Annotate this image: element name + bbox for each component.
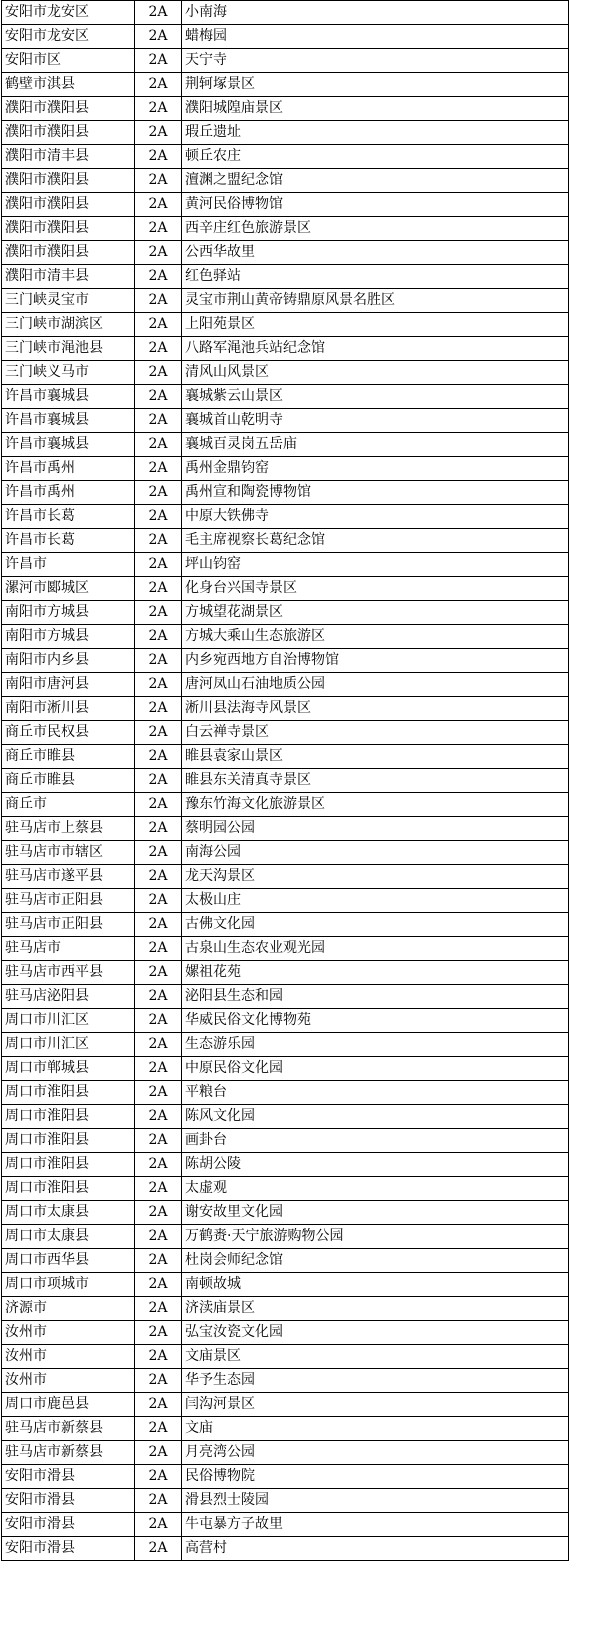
scenic-name-cell: 高营村 [182, 1537, 569, 1561]
scenic-name-cell: 滑县烈士陵园 [182, 1489, 569, 1513]
grade-cell: 2A [135, 1201, 182, 1225]
grade-cell: 2A [135, 529, 182, 553]
scenic-name-cell: 画卦台 [182, 1129, 569, 1153]
scenic-name-cell: 澶渊之盟纪念馆 [182, 169, 569, 193]
grade-cell: 2A [135, 697, 182, 721]
region-cell: 驻马店泌阳县 [2, 985, 135, 1009]
region-cell: 漯河市郾城区 [2, 577, 135, 601]
table-row [2, 73, 569, 97]
table-row [2, 1009, 569, 1033]
grade-cell: 2A [135, 337, 182, 361]
table-body [2, 1, 569, 1561]
table-row [2, 265, 569, 289]
table-row [2, 985, 569, 1009]
region-cell: 许昌市襄城县 [2, 433, 135, 457]
table-row [2, 697, 569, 721]
region-cell: 周口市郸城县 [2, 1057, 135, 1081]
table-row [2, 889, 569, 913]
region-cell: 许昌市禹州 [2, 457, 135, 481]
region-cell: 济源市 [2, 1297, 135, 1321]
table-row [2, 577, 569, 601]
grade-cell: 2A [135, 793, 182, 817]
table-row [2, 1129, 569, 1153]
grade-cell: 2A [135, 73, 182, 97]
grade-cell: 2A [135, 913, 182, 937]
region-cell: 驻马店市正阳县 [2, 913, 135, 937]
table-row [2, 1033, 569, 1057]
table-row [2, 745, 569, 769]
table-row [2, 385, 569, 409]
table-row [2, 601, 569, 625]
grade-cell: 2A [135, 313, 182, 337]
region-cell: 周口市太康县 [2, 1201, 135, 1225]
scenic-name-cell: 八路军渑池兵站纪念馆 [182, 337, 569, 361]
region-cell: 南阳市方城县 [2, 601, 135, 625]
table-row [2, 217, 569, 241]
scenic-name-cell: 方城望花湖景区 [182, 601, 569, 625]
region-cell: 许昌市禹州 [2, 481, 135, 505]
region-cell: 汝州市 [2, 1321, 135, 1345]
table-row [2, 937, 569, 961]
region-cell: 安阳市滑县 [2, 1489, 135, 1513]
table-row [2, 1, 569, 25]
region-cell: 周口市太康县 [2, 1225, 135, 1249]
scenic-name-cell: 豫东竹海文化旅游景区 [182, 793, 569, 817]
scenic-name-cell: 红色驿站 [182, 265, 569, 289]
grade-cell: 2A [135, 217, 182, 241]
table-row [2, 145, 569, 169]
grade-cell: 2A [135, 1345, 182, 1369]
table-row [2, 433, 569, 457]
region-cell: 汝州市 [2, 1369, 135, 1393]
scenic-name-cell: 禹州金鼎钧窑 [182, 457, 569, 481]
table-row [2, 97, 569, 121]
region-cell: 许昌市襄城县 [2, 385, 135, 409]
scenic-name-cell: 内乡宛西地方自治博物馆 [182, 649, 569, 673]
table-row [2, 769, 569, 793]
table-row [2, 529, 569, 553]
table-row [2, 913, 569, 937]
table-row [2, 409, 569, 433]
grade-cell: 2A [135, 1249, 182, 1273]
table-row [2, 505, 569, 529]
grade-cell: 2A [135, 49, 182, 73]
region-cell: 许昌市长葛 [2, 529, 135, 553]
scenic-name-cell: 坪山钧窑 [182, 553, 569, 577]
scenic-name-cell: 太极山庄 [182, 889, 569, 913]
table-row [2, 241, 569, 265]
region-cell: 周口市项城市 [2, 1273, 135, 1297]
scenic-name-cell: 瑕丘遗址 [182, 121, 569, 145]
grade-cell: 2A [135, 1081, 182, 1105]
grade-cell: 2A [135, 1441, 182, 1465]
scenic-name-cell: 泌阳县生态和园 [182, 985, 569, 1009]
grade-cell: 2A [135, 505, 182, 529]
scenic-name-cell: 睢县东关清真寺景区 [182, 769, 569, 793]
region-cell: 许昌市 [2, 553, 135, 577]
region-cell: 濮阳市濮阳县 [2, 97, 135, 121]
region-cell: 南阳市淅川县 [2, 697, 135, 721]
scenic-name-cell: 弘宝汝瓷文化园 [182, 1321, 569, 1345]
table-row [2, 25, 569, 49]
scenic-name-cell: 龙天沟景区 [182, 865, 569, 889]
table-row [2, 1465, 569, 1489]
grade-cell: 2A [135, 769, 182, 793]
region-cell: 周口市川汇区 [2, 1009, 135, 1033]
scenic-name-cell: 万鹤赉·天宁旅游购物公园 [182, 1225, 569, 1249]
table-row [2, 649, 569, 673]
table-row [2, 865, 569, 889]
grade-cell: 2A [135, 1177, 182, 1201]
scenic-spot-table [1, 0, 569, 1561]
table-row [2, 1081, 569, 1105]
scenic-name-cell: 小南海 [182, 1, 569, 25]
grade-cell: 2A [135, 97, 182, 121]
grade-cell: 2A [135, 1393, 182, 1417]
grade-cell: 2A [135, 145, 182, 169]
grade-cell: 2A [135, 1033, 182, 1057]
table-row [2, 337, 569, 361]
region-cell: 周口市淮阳县 [2, 1129, 135, 1153]
region-cell: 安阳市龙安区 [2, 1, 135, 25]
scenic-name-cell: 济渎庙景区 [182, 1297, 569, 1321]
region-cell: 驻马店市新蔡县 [2, 1417, 135, 1441]
grade-cell: 2A [135, 553, 182, 577]
table-row [2, 1249, 569, 1273]
grade-cell: 2A [135, 1273, 182, 1297]
region-cell: 濮阳市濮阳县 [2, 121, 135, 145]
grade-cell: 2A [135, 121, 182, 145]
grade-cell: 2A [135, 1321, 182, 1345]
scenic-name-cell: 生态游乐园 [182, 1033, 569, 1057]
table-row [2, 481, 569, 505]
scenic-name-cell: 民俗博物院 [182, 1465, 569, 1489]
table-row [2, 1489, 569, 1513]
grade-cell: 2A [135, 457, 182, 481]
scenic-name-cell: 杜岗会师纪念馆 [182, 1249, 569, 1273]
table-row [2, 1321, 569, 1345]
table-row [2, 1177, 569, 1201]
scenic-name-cell: 文庙景区 [182, 1345, 569, 1369]
region-cell: 汝州市 [2, 1345, 135, 1369]
region-cell: 驻马店市西平县 [2, 961, 135, 985]
table-row [2, 1369, 569, 1393]
scenic-name-cell: 睢县袁家山景区 [182, 745, 569, 769]
region-cell: 安阳市滑县 [2, 1537, 135, 1561]
scenic-name-cell: 毛主席视察长葛纪念馆 [182, 529, 569, 553]
grade-cell: 2A [135, 841, 182, 865]
region-cell: 濮阳市清丰县 [2, 145, 135, 169]
grade-cell: 2A [135, 385, 182, 409]
region-cell: 周口市鹿邑县 [2, 1393, 135, 1417]
region-cell: 商丘市民权县 [2, 721, 135, 745]
grade-cell: 2A [135, 1153, 182, 1177]
region-cell: 安阳市滑县 [2, 1465, 135, 1489]
grade-cell: 2A [135, 937, 182, 961]
grade-cell: 2A [135, 1009, 182, 1033]
region-cell: 周口市西华县 [2, 1249, 135, 1273]
grade-cell: 2A [135, 193, 182, 217]
grade-cell: 2A [135, 745, 182, 769]
scenic-name-cell: 嫘祖花苑 [182, 961, 569, 985]
scenic-name-cell: 陈风文化园 [182, 1105, 569, 1129]
region-cell: 濮阳市濮阳县 [2, 193, 135, 217]
table-row [2, 1153, 569, 1177]
table-row [2, 1417, 569, 1441]
region-cell: 三门峡灵宝市 [2, 289, 135, 313]
region-cell: 三门峡义马市 [2, 361, 135, 385]
region-cell: 濮阳市清丰县 [2, 265, 135, 289]
scenic-name-cell: 陈胡公陵 [182, 1153, 569, 1177]
grade-cell: 2A [135, 649, 182, 673]
region-cell: 濮阳市濮阳县 [2, 217, 135, 241]
grade-cell: 2A [135, 1129, 182, 1153]
region-cell: 三门峡市渑池县 [2, 337, 135, 361]
region-cell: 鹤壁市淇县 [2, 73, 135, 97]
table-row [2, 793, 569, 817]
table-row [2, 817, 569, 841]
scenic-name-cell: 文庙 [182, 1417, 569, 1441]
grade-cell: 2A [135, 265, 182, 289]
scenic-name-cell: 古泉山生态农业观光园 [182, 937, 569, 961]
grade-cell: 2A [135, 1057, 182, 1081]
grade-cell: 2A [135, 673, 182, 697]
table-row [2, 1201, 569, 1225]
table-row [2, 1441, 569, 1465]
region-cell: 濮阳市濮阳县 [2, 169, 135, 193]
table-row [2, 313, 569, 337]
scenic-name-cell: 唐河凤山石油地质公园 [182, 673, 569, 697]
grade-cell: 2A [135, 361, 182, 385]
scenic-name-cell: 禹州宣和陶瓷博物馆 [182, 481, 569, 505]
table-row [2, 1057, 569, 1081]
region-cell: 周口市淮阳县 [2, 1153, 135, 1177]
scenic-name-cell: 襄城百灵岗五岳庙 [182, 433, 569, 457]
region-cell: 驻马店市上蔡县 [2, 817, 135, 841]
scenic-name-cell: 牛屯暴方子故里 [182, 1513, 569, 1537]
scenic-name-cell: 华予生态园 [182, 1369, 569, 1393]
region-cell: 濮阳市濮阳县 [2, 241, 135, 265]
scenic-name-cell: 古佛文化园 [182, 913, 569, 937]
region-cell: 南阳市内乡县 [2, 649, 135, 673]
scenic-name-cell: 方城大乘山生态旅游区 [182, 625, 569, 649]
scenic-name-cell: 黄河民俗博物馆 [182, 193, 569, 217]
scenic-name-cell: 平粮台 [182, 1081, 569, 1105]
grade-cell: 2A [135, 481, 182, 505]
region-cell: 商丘市 [2, 793, 135, 817]
grade-cell: 2A [135, 433, 182, 457]
grade-cell: 2A [135, 577, 182, 601]
table-row [2, 1105, 569, 1129]
table-row [2, 673, 569, 697]
region-cell: 安阳市区 [2, 49, 135, 73]
grade-cell: 2A [135, 817, 182, 841]
grade-cell: 2A [135, 721, 182, 745]
grade-cell: 2A [135, 1465, 182, 1489]
table-row [2, 625, 569, 649]
grade-cell: 2A [135, 1, 182, 25]
region-cell: 安阳市龙安区 [2, 25, 135, 49]
table-row [2, 721, 569, 745]
region-cell: 三门峡市湖滨区 [2, 313, 135, 337]
region-cell: 安阳市滑县 [2, 1513, 135, 1537]
scenic-name-cell: 荆轲塚景区 [182, 73, 569, 97]
scenic-name-cell: 天宁寺 [182, 49, 569, 73]
region-cell: 周口市淮阳县 [2, 1081, 135, 1105]
region-cell: 驻马店市正阳县 [2, 889, 135, 913]
scenic-name-cell: 上阳苑景区 [182, 313, 569, 337]
table-row [2, 1393, 569, 1417]
table-row [2, 289, 569, 313]
region-cell: 驻马店市市辖区 [2, 841, 135, 865]
scenic-name-cell: 南顿故城 [182, 1273, 569, 1297]
table-row [2, 1273, 569, 1297]
region-cell: 周口市淮阳县 [2, 1177, 135, 1201]
table-row [2, 1513, 569, 1537]
table-row [2, 361, 569, 385]
grade-cell: 2A [135, 985, 182, 1009]
region-cell: 周口市淮阳县 [2, 1105, 135, 1129]
scenic-name-cell: 化身台兴国寺景区 [182, 577, 569, 601]
region-cell: 商丘市睢县 [2, 769, 135, 793]
grade-cell: 2A [135, 865, 182, 889]
grade-cell: 2A [135, 1105, 182, 1129]
scenic-name-cell: 中原民俗文化园 [182, 1057, 569, 1081]
grade-cell: 2A [135, 601, 182, 625]
scenic-name-cell: 淅川县法海寺风景区 [182, 697, 569, 721]
scenic-name-cell: 华威民俗文化博物苑 [182, 1009, 569, 1033]
scenic-name-cell: 闫沟河景区 [182, 1393, 569, 1417]
region-cell: 南阳市方城县 [2, 625, 135, 649]
region-cell: 许昌市长葛 [2, 505, 135, 529]
table-row [2, 841, 569, 865]
region-cell: 驻马店市遂平县 [2, 865, 135, 889]
grade-cell: 2A [135, 1489, 182, 1513]
scenic-name-cell: 南海公园 [182, 841, 569, 865]
region-cell: 周口市川汇区 [2, 1033, 135, 1057]
scenic-name-cell: 濮阳城隍庙景区 [182, 97, 569, 121]
grade-cell: 2A [135, 625, 182, 649]
scenic-name-cell: 太虚观 [182, 1177, 569, 1201]
scenic-name-cell: 月亮湾公园 [182, 1441, 569, 1465]
region-cell: 驻马店市 [2, 937, 135, 961]
scenic-name-cell: 襄城首山乾明寺 [182, 409, 569, 433]
table-row [2, 169, 569, 193]
grade-cell: 2A [135, 961, 182, 985]
table-row [2, 457, 569, 481]
grade-cell: 2A [135, 289, 182, 313]
table-row [2, 1345, 569, 1369]
grade-cell: 2A [135, 25, 182, 49]
scenic-name-cell: 清风山风景区 [182, 361, 569, 385]
grade-cell: 2A [135, 1225, 182, 1249]
table-row [2, 961, 569, 985]
scenic-name-cell: 西辛庄红色旅游景区 [182, 217, 569, 241]
scenic-name-cell: 蜡梅园 [182, 25, 569, 49]
scenic-name-cell: 白云禅寺景区 [182, 721, 569, 745]
grade-cell: 2A [135, 1417, 182, 1441]
table-row [2, 1225, 569, 1249]
scenic-name-cell: 顿丘农庄 [182, 145, 569, 169]
table-row [2, 1297, 569, 1321]
table-row [2, 1537, 569, 1561]
table-row [2, 49, 569, 73]
grade-cell: 2A [135, 1297, 182, 1321]
grade-cell: 2A [135, 169, 182, 193]
scenic-name-cell: 蔡明园公园 [182, 817, 569, 841]
grade-cell: 2A [135, 1537, 182, 1561]
region-cell: 驻马店市新蔡县 [2, 1441, 135, 1465]
grade-cell: 2A [135, 409, 182, 433]
scenic-name-cell: 中原大铁佛寺 [182, 505, 569, 529]
grade-cell: 2A [135, 1369, 182, 1393]
region-cell: 许昌市襄城县 [2, 409, 135, 433]
scenic-name-cell: 襄城紫云山景区 [182, 385, 569, 409]
table-row [2, 121, 569, 145]
table-row [2, 553, 569, 577]
scenic-name-cell: 公西华故里 [182, 241, 569, 265]
scenic-name-cell: 灵宝市荆山黄帝铸鼎原风景名胜区 [182, 289, 569, 313]
region-cell: 商丘市睢县 [2, 745, 135, 769]
scenic-name-cell: 谢安故里文化园 [182, 1201, 569, 1225]
table-row [2, 193, 569, 217]
grade-cell: 2A [135, 1513, 182, 1537]
grade-cell: 2A [135, 889, 182, 913]
region-cell: 南阳市唐河县 [2, 673, 135, 697]
grade-cell: 2A [135, 241, 182, 265]
